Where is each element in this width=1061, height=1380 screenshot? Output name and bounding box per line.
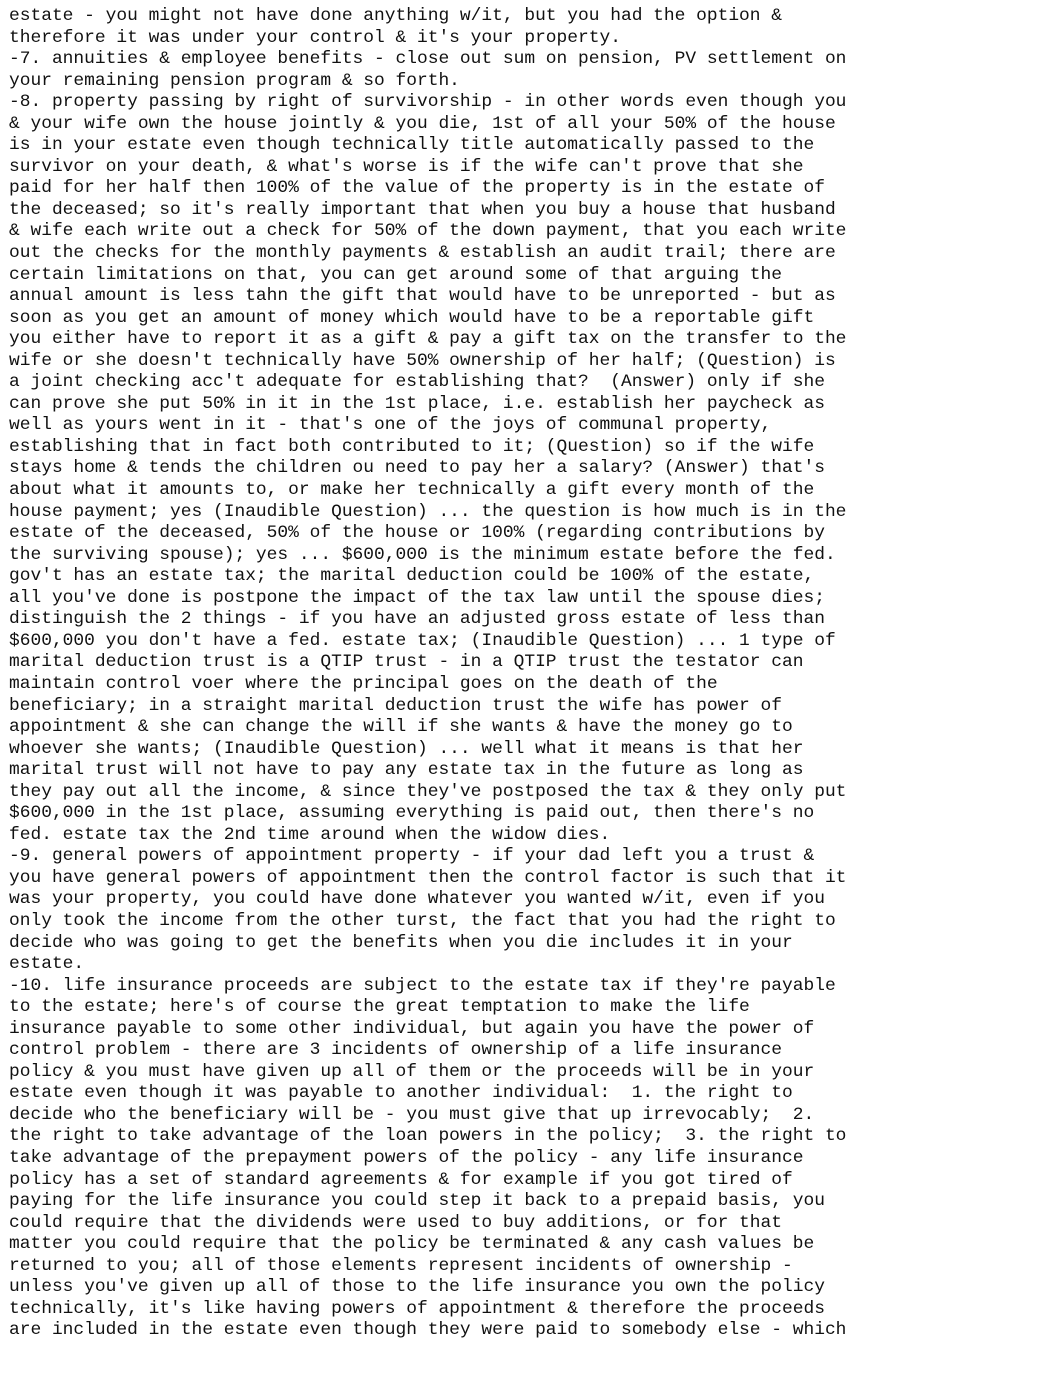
- text-line: policy has a set of standard agreements & for example if you got tired of: [9, 1169, 793, 1190]
- text-line: fed. estate tax the 2nd time around when the widow dies.: [9, 824, 611, 845]
- text-line: therefore it was under your control & it's your property.: [9, 27, 621, 48]
- text-line: & wife each write out a check for 50% of the down payment, that you each write: [9, 221, 847, 242]
- text-line: appointment & she can change the will if she wants & have the money go to: [9, 717, 793, 738]
- text-line: wife or she doesn't technically have 50% ownership of her half; (Question) is: [9, 350, 836, 371]
- text-line: a joint checking acc't adequate for establishing that? (Answer) only if she: [9, 372, 825, 393]
- text-line: estate.: [9, 954, 85, 975]
- text-line: marital deduction trust is a QTIP trust - in a QTIP trust the testator can: [9, 652, 804, 673]
- text-line: matter you could require that the policy be terminated & any cash values be: [9, 1234, 815, 1255]
- text-line: the deceased; so it's really important that when you buy a house that husband: [9, 199, 836, 220]
- text-line: out the checks for the monthly payments & establish an audit trail; there are: [9, 243, 836, 264]
- text-line: all you've done is postpone the impact of the tax law until the spouse dies;: [9, 587, 825, 608]
- text-line: marital trust will not have to pay any estate tax in the future as long as: [9, 760, 804, 781]
- text-line: beneficiary; in a straight marital deduction trust the wife has power of: [9, 695, 783, 716]
- text-line: are included in the estate even though they were paid to somebody else - which: [9, 1320, 847, 1341]
- text-line: & your wife own the house jointly & you die, 1st of all your 50% of the house: [9, 113, 836, 134]
- text-line: insurance payable to some other individual, but again you have the power of: [9, 1018, 815, 1039]
- text-line: they pay out all the income, & since they've postposed the tax & they only put: [9, 781, 847, 802]
- text-line: is in your estate even though technically title automatically passed to the: [9, 135, 815, 156]
- text-line: whoever she wants; (Inaudible Question) ... well what it means is that her: [9, 738, 804, 759]
- text-line: paying for the life insurance you could step it back to a prepaid basis, you: [9, 1191, 825, 1212]
- text-line: can prove she put 50% in it in the 1st place, i.e. establish her paycheck as: [9, 393, 825, 414]
- text-line: decide who was going to get the benefits when you die includes it in your: [9, 932, 793, 953]
- text-line: stays home & tends the children ou need to pay her a salary? (Answer) that's: [9, 458, 825, 479]
- text-line: establishing that in fact both contributed to it; (Question) so if the wife: [9, 436, 815, 457]
- text-line: take advantage of the prepayment powers of the policy - any life insurance: [9, 1147, 804, 1168]
- text-line: paid for her half then 100% of the value of the property is in the estate of: [9, 178, 825, 199]
- text-line: to the estate; here's of course the great temptation to make the life: [9, 997, 750, 1018]
- text-line: control problem - there are 3 incidents of ownership of a life insurance: [9, 1040, 783, 1061]
- text-line: the right to take advantage of the loan powers in the policy; 3. the right to: [9, 1126, 847, 1147]
- text-line: returned to you; all of those elements represent incidents of ownership -: [9, 1255, 793, 1276]
- text-line: only took the income from the other turst, the fact that you had the right to: [9, 910, 836, 931]
- text-line: $600,000 in the 1st place, assuming everything is paid out, then there's no: [9, 803, 815, 824]
- text-line: -8. property passing by right of survivorship - in other words even though you: [9, 92, 847, 113]
- text-line: technically, it's like having powers of appointment & therefore the proceeds: [9, 1298, 825, 1319]
- text-line: annual amount is less tahn the gift that would have to be unreported - but as: [9, 286, 836, 307]
- text-line: the surviving spouse); yes ... $600,000 is the minimum estate before the fed.: [9, 544, 836, 565]
- text-line: well as yours went in it - that's one of the joys of communal property,: [9, 415, 772, 436]
- text-line: decide who the beneficiary will be - you must give that up irrevocably; 2.: [9, 1104, 815, 1125]
- text-line: unless you've given up all of those to the life insurance you own the policy: [9, 1277, 825, 1298]
- text-line: -10. life insurance proceeds are subject to the estate tax if they're payable: [9, 975, 836, 996]
- text-line: distinguish the 2 things - if you have an adjusted gross estate of less than: [9, 609, 825, 630]
- text-line: you have general powers of appointment then the control factor is such that it: [9, 867, 847, 888]
- text-line: -9. general powers of appointment property - if your dad left you a trust &: [9, 846, 815, 867]
- text-line: was your property, you could have done whatever you wanted w/it, even if you: [9, 889, 825, 910]
- text-line: estate of the deceased, 50% of the house or 100% (regarding contributions by: [9, 523, 825, 544]
- text-line: estate even though it was payable to another individual: 1. the right to: [9, 1083, 793, 1104]
- text-line: house payment; yes (Inaudible Question) ... the question is how much is in the: [9, 501, 847, 522]
- text-line: maintain control voer where the principal goes on the death of the: [9, 673, 718, 694]
- text-line: your remaining pension program & so forth.: [9, 70, 460, 91]
- text-line: estate - you might not have done anything w/it, but you had the option &: [9, 6, 783, 26]
- text-line: about what it amounts to, or make her technically a gift every month of the: [9, 480, 815, 501]
- text-line: soon as you get an amount of money which would have to be a reportable gift: [9, 307, 815, 328]
- text-line: certain limitations on that, you can get around some of that arguing the: [9, 264, 783, 285]
- text-line: could require that the dividends were used to buy additions, or for that: [9, 1212, 783, 1233]
- text-line: $600,000 you don't have a fed. estate tax; (Inaudible Question) ... 1 type of: [9, 630, 836, 651]
- text-line: gov't has an estate tax; the marital deduction could be 100% of the estate,: [9, 566, 815, 587]
- text-line: -7. annuities & employee benefits - close out sum on pension, PV settlement on: [9, 49, 847, 70]
- text-line: survivor on your death, & what's worse is if the wife can't prove that she: [9, 156, 804, 177]
- text-line: policy & you must have given up all of them or the proceeds will be in your: [9, 1061, 815, 1082]
- transcript-text: [9, 6, 1054, 1342]
- text-line: you either have to report it as a gift & pay a gift tax on the transfer to the: [9, 329, 847, 350]
